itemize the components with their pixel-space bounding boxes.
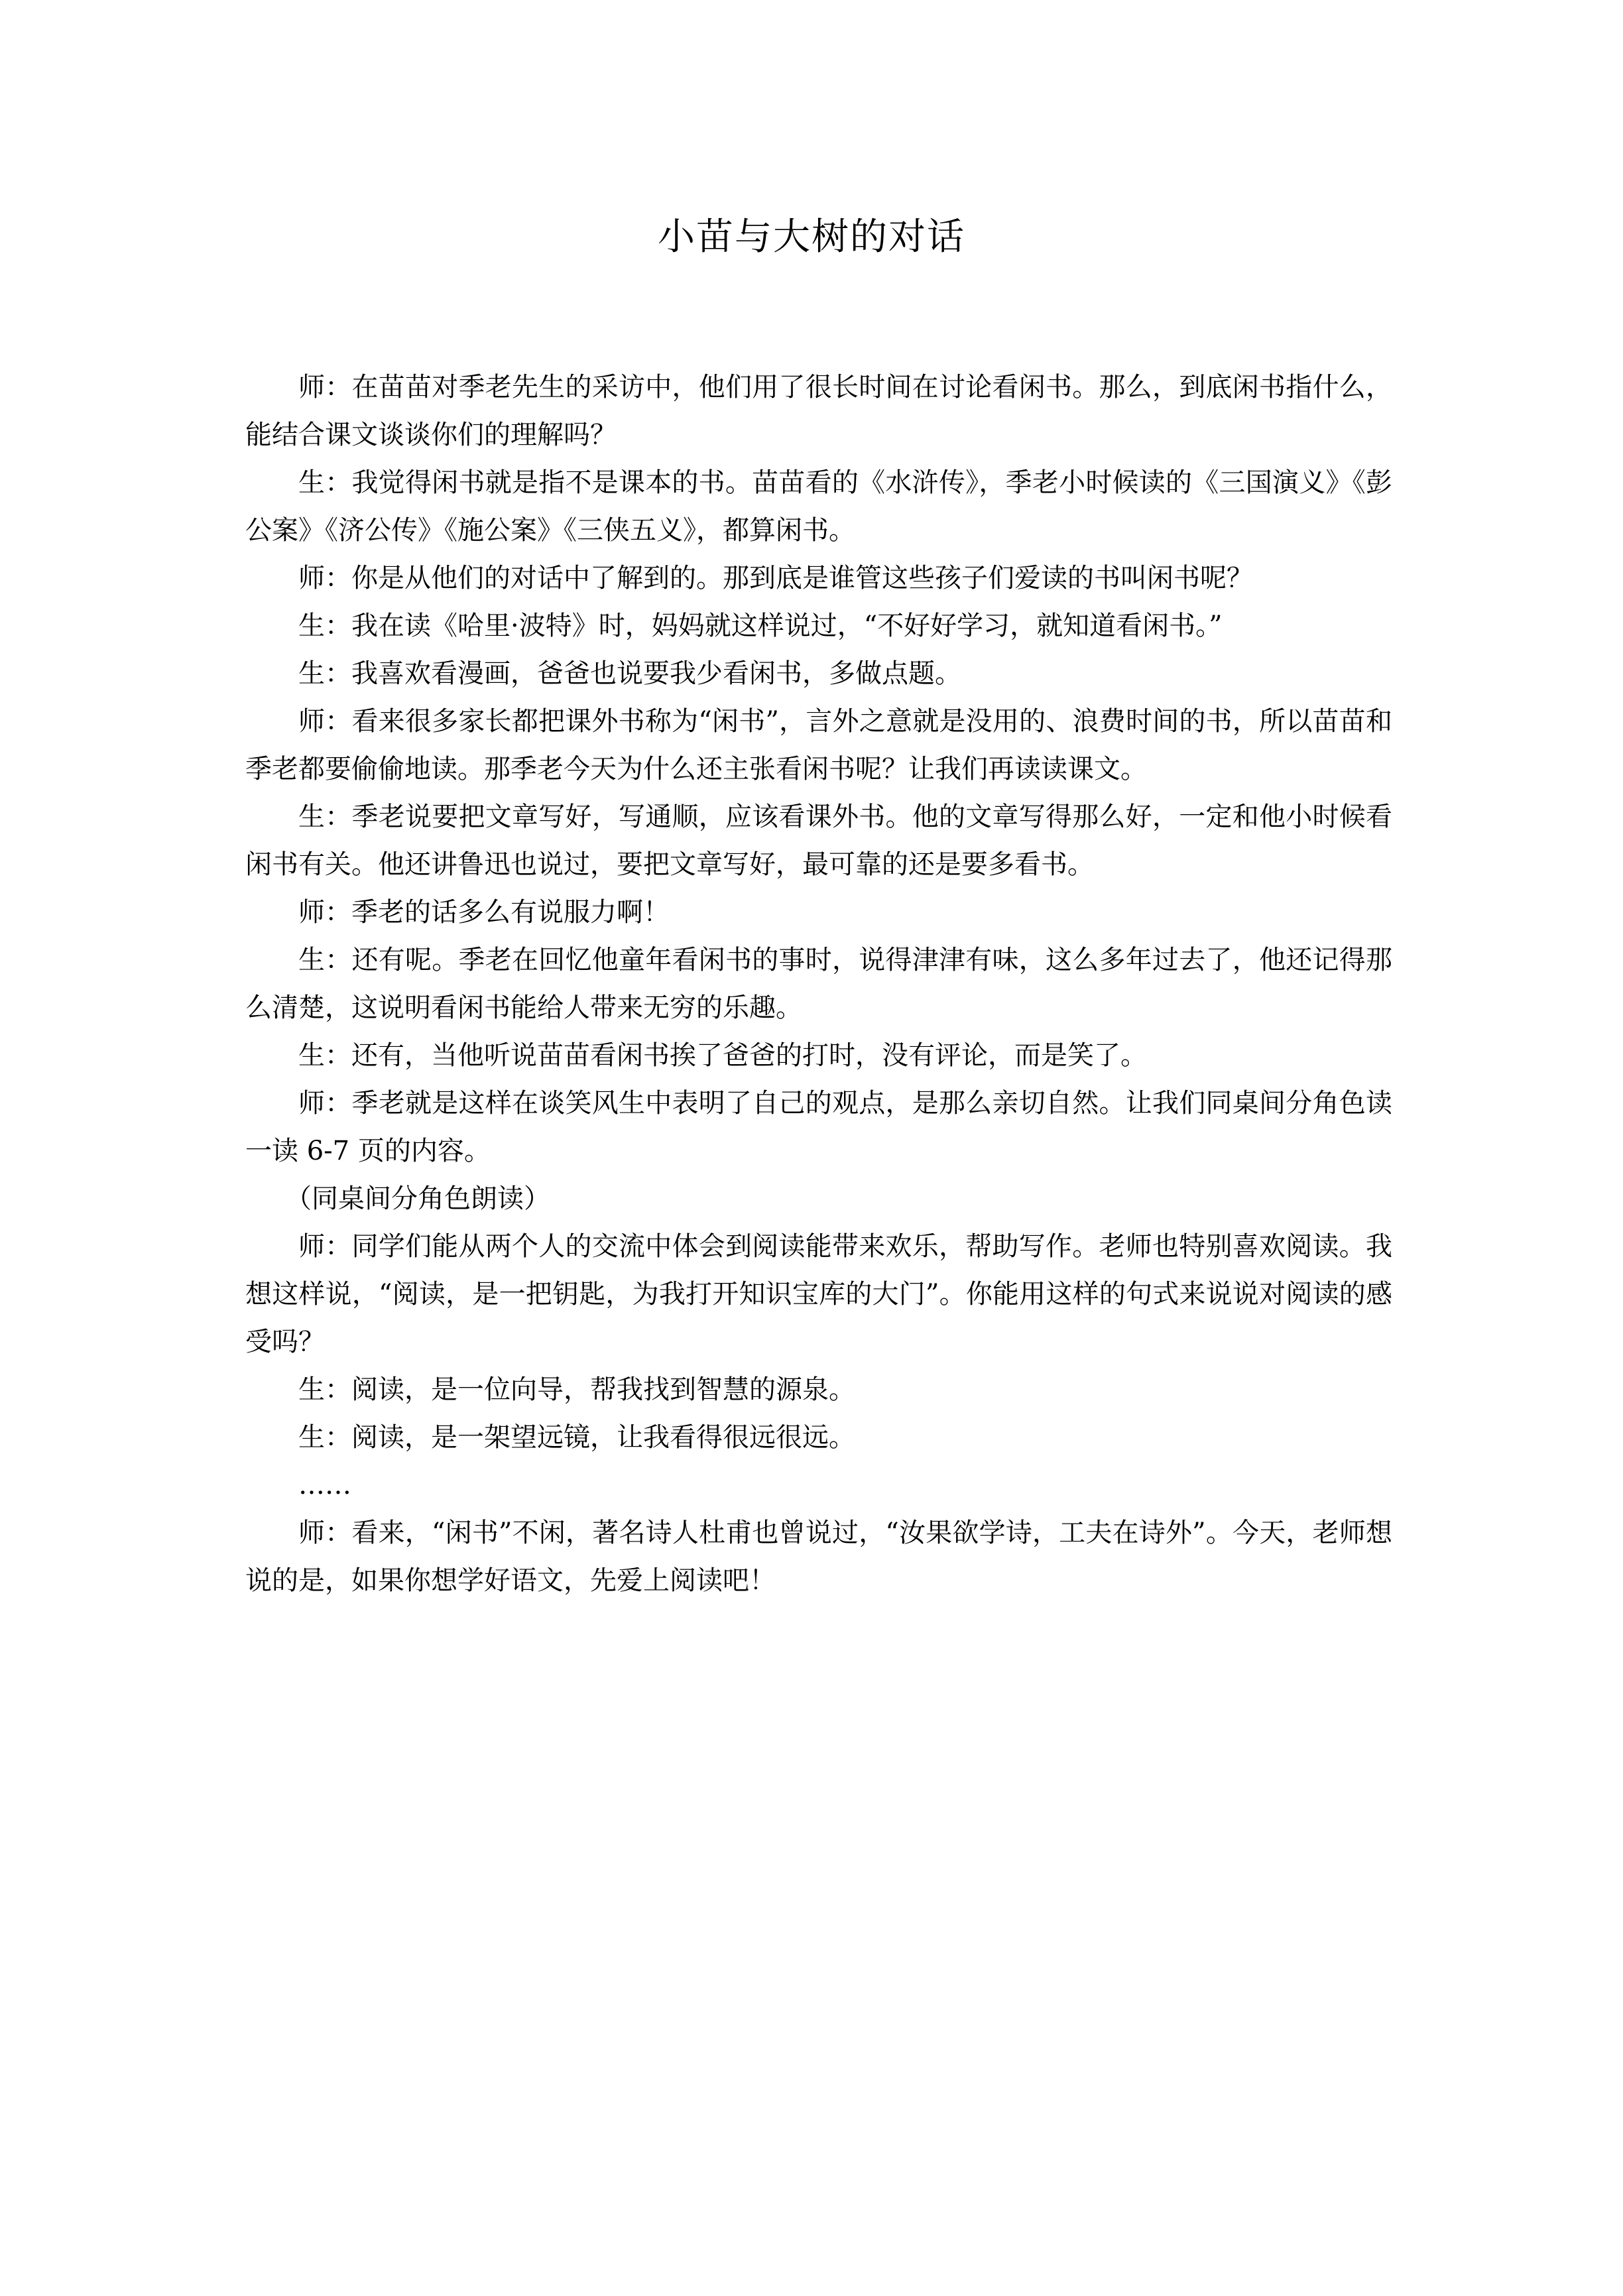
paragraph-student-answer-1: 生：我觉得闲书就是指不是课本的书。苗苗看的《水浒传》，季老小时候读的《三国演义》《彭公案》《济公传》《施公案》《三侠五义》，都算闲书。 bbox=[245, 467, 1392, 546]
document-title: 小苗与大树的对话 bbox=[658, 215, 965, 259]
paragraph-teacher-comment-3: 师：季老就是这样在谈笑风生中表明了自己的观点，是那么亲切自然。让我们同桌间分角色读一读 6-7 页的内容。 bbox=[245, 1088, 1392, 1166]
paragraph-student-answer-3: 生：我喜欢看漫画，爸爸也说要我少看闲书，多做点题。 bbox=[298, 658, 961, 689]
document-body bbox=[245, 363, 1392, 1604]
paragraph-teacher-question-1: 师：在苗苗对季老先生的采访中，他们用了很长时间在讨论看闲书。那么，到底闲书指什么，能结合课文谈谈你们的理解吗？ bbox=[245, 372, 1392, 450]
paragraph-teacher-conclusion: 师：看来，“闲书”不闲，著名诗人杜甫也曾说过，“汝果欲学诗，工夫在诗外”。今天，老师想说的是，如果你想学好语文，先爱上阅读吧！ bbox=[245, 1518, 1392, 1596]
paragraph-student-answer-4: 生：季老说要把文章写好，写通顺，应该看课外书。他的文章写得那么好，一定和他小时候看闲书有关。他还讲鲁迅也说过，要把文章写好，最可靠的还是要多看书。 bbox=[245, 802, 1392, 880]
paragraph-stage-direction: （同桌间分角色朗读） bbox=[285, 1183, 550, 1214]
paragraph-student-answer-8: 生：阅读，是一架望远镜，让我看得很远很远。 bbox=[298, 1422, 855, 1453]
paragraph-student-answer-2: 生：我在读《哈里·波特》时，妈妈就这样说过，“不好好学习，就知道看闲书。” bbox=[298, 611, 1223, 641]
paragraph-student-answer-6: 生：还有，当他听说苗苗看闲书挨了爸爸的打时，没有评论，而是笑了。 bbox=[298, 1040, 1147, 1071]
paragraph-teacher-question-2: 师：你是从他们的对话中了解到的。那到底是谁管这些孩子们爱读的书叫闲书呢？ bbox=[298, 563, 1253, 593]
paragraph-ellipsis: …… bbox=[298, 1470, 351, 1500]
paragraph-student-answer-7: 生：阅读，是一位向导，帮我找到智慧的源泉。 bbox=[298, 1374, 855, 1405]
paragraph-teacher-comment-4: 师：同学们能从两个人的交流中体会到阅读能带来欢乐，帮助写作。老师也特别喜欢阅读。我想这样说，“阅读，是一把钥匙，为我打开知识宝库的大门”。你能用这样的句式来说说对阅读的感受吗？ bbox=[245, 1231, 1392, 1357]
paragraph-student-answer-5: 生：还有呢。季老在回忆他童年看闲书的事时，说得津津有味，这么多年过去了，他还记得那么清楚，这说明看闲书能给人带来无穷的乐趣。 bbox=[245, 945, 1392, 1023]
paragraph-teacher-comment-2: 师：季老的话多么有说服力啊！ bbox=[298, 897, 670, 928]
paragraph-teacher-comment-1: 师：看来很多家长都把课外书称为“闲书”，言外之意就是没用的、浪费时间的书，所以苗苗和季老都要偷偷地读。那季老今天为什么还主张看闲书呢？让我们再读读课文。 bbox=[245, 706, 1392, 784]
